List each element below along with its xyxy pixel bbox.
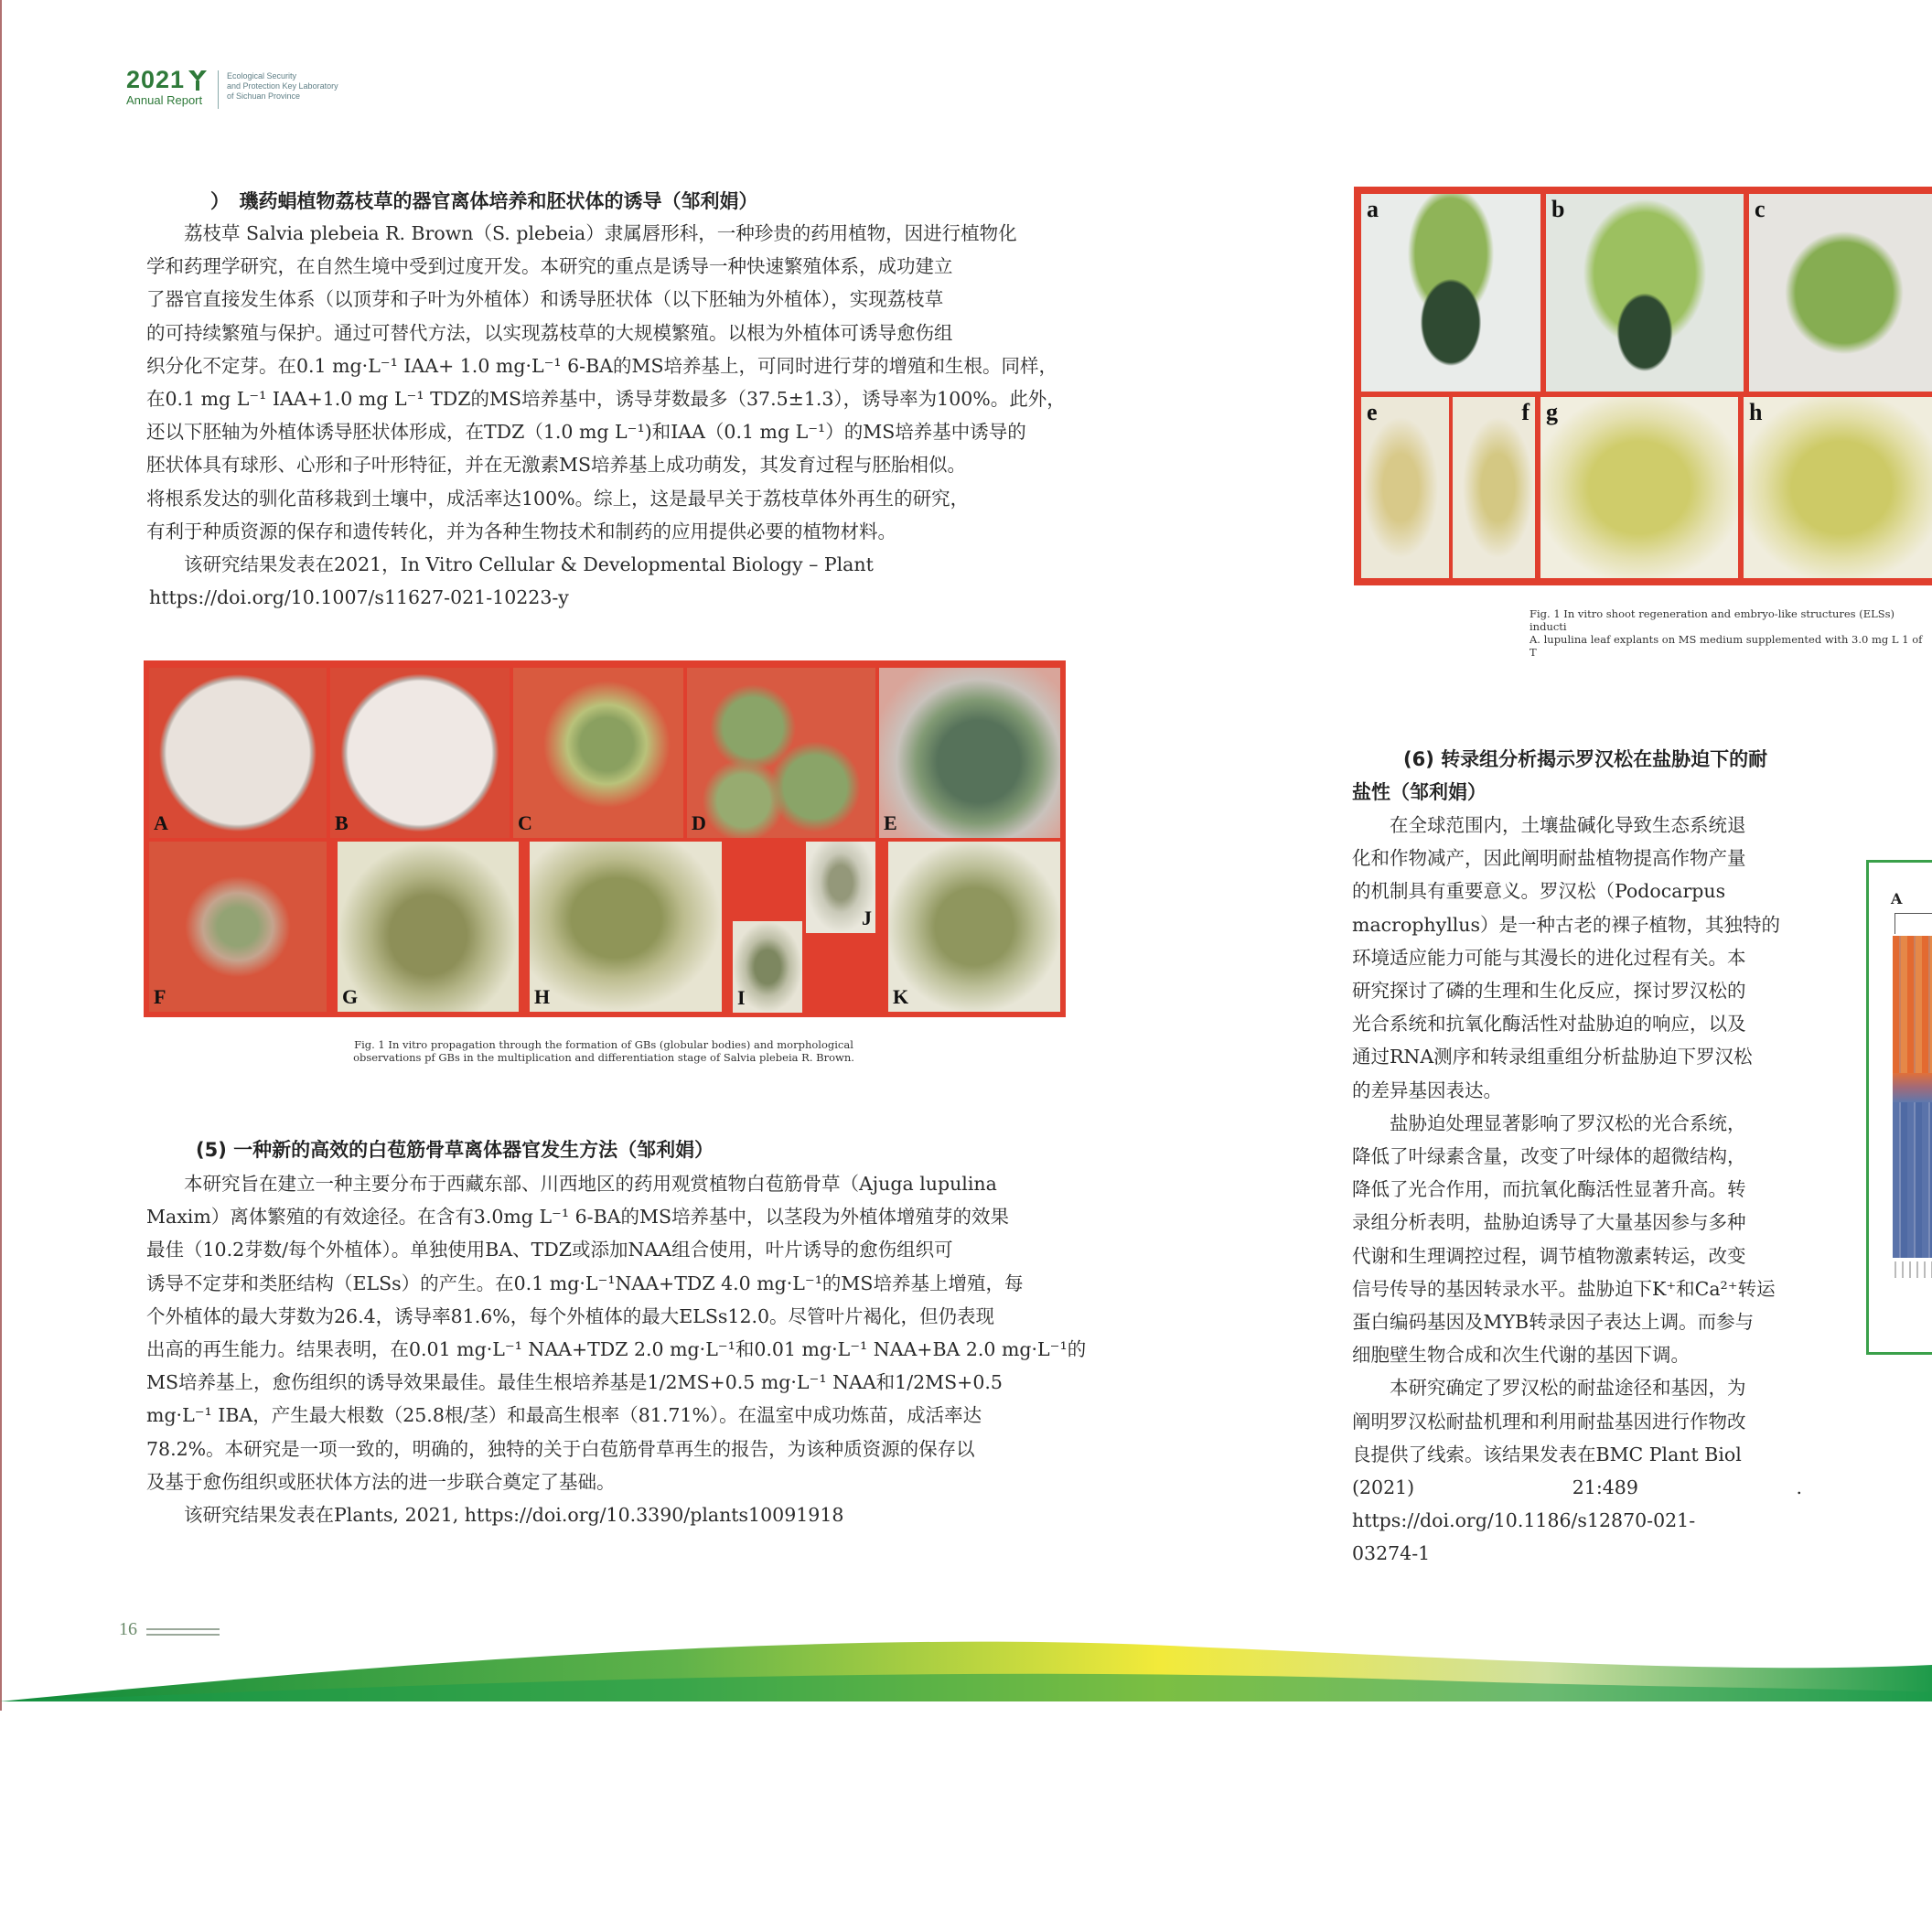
section6-line: 环境适应能力可能与其漫长的进化过程有关。本: [1352, 946, 1746, 969]
ajuga-figure-caption: Fig. 1 In vitro shoot regeneration and embryo-like structures (ELSs) inducti A. lupulina leaf explants on MS medium supplemented with 3.0 mg L 1 of T: [1530, 607, 1923, 659]
section6-line: 本研究确定了罗汉松的耐盐途径和基因，为: [1390, 1377, 1746, 1400]
section6-line: 降低了光合作用，而抗氧化酶活性显著升高。转: [1352, 1178, 1746, 1201]
section6-line: 阐明罗汉松耐盐机理和利用耐盐基因进行作物改: [1352, 1410, 1746, 1433]
section4-line: 胚状体具有球形、心形和子叶形特征，并在无激素MS培养基上成功萌发，其发育过程与胚胎相似。: [146, 454, 967, 477]
section6-line: 录组分析表明，盐胁迫诱导了大量基因参与多种: [1352, 1211, 1746, 1234]
panel-G: G: [338, 842, 519, 1012]
section6-line: (2021) 21:489 . https://doi.org/10.1186/s12870-021-: [1352, 1476, 1802, 1532]
section6-line: macrophyllus）是一种古老的裸子植物，其独特的: [1352, 913, 1781, 936]
section4-line: 的可持续繁殖与保护。通过可替代方法，以实现荔枝草的大规模繁殖。以根为外植体可诱导愈伤组: [146, 321, 953, 344]
section6-line: 代谢和生理调控过程，调节植物激素转运，改变: [1352, 1244, 1746, 1267]
section6-line: 降低了叶绿素含量，改变了叶绿体的超微结构，: [1352, 1145, 1746, 1168]
section6-line: 研究探讨了磷的生理和生化反应，探讨罗汉松的: [1352, 980, 1746, 1003]
page-number-rule: [146, 1634, 220, 1636]
section5-citation: 该研究结果发表在Plants, 2021, https://doi.org/10.3390/plants10091918: [184, 1504, 844, 1527]
panel-f: f: [1453, 397, 1535, 578]
panel-g: g: [1540, 397, 1738, 578]
panel-b: b: [1546, 194, 1744, 392]
section4-line: 将根系发达的驯化苗移栽到土壤中，成活率达100%。综上，这是最早关于荔枝草体外再生的研究，: [146, 487, 970, 510]
panel-c: c: [1749, 194, 1932, 392]
panel-B: B: [330, 668, 510, 838]
y-leaf-icon: [187, 69, 209, 91]
section5-line: 诱导不定芽和类胚结构（ELSs）的产生。在0.1 mg·L⁻¹NAA+TDZ 4.0 mg·L⁻¹的MS培养基上增殖，每: [146, 1272, 1024, 1294]
section5-line: 本研究旨在建立一种主要分布于西藏东部、川西地区的药用观赏植物白苞筋骨草（Ajuga lupulina: [184, 1173, 997, 1195]
section6-line: 光合系统和抗氧化酶活性对盐胁迫的响应，以及: [1352, 1013, 1746, 1036]
section6-body: [1352, 809, 1802, 1571]
section6-line: 良提供了线索。该结果发表在BMC Plant Biol: [1352, 1443, 1742, 1465]
section5-line: 个外植体的最大芽数为26.4，诱导率81.6%，每个外植体的最大ELSs12.0。尽管叶片褐化，但仍表现: [146, 1304, 995, 1327]
page-number-rule: [146, 1628, 220, 1630]
salvia-figure: [144, 660, 1066, 1017]
section6-line: 盐胁迫处理显著影响了罗汉松的光合系统，: [1390, 1111, 1746, 1134]
section5-line: 出高的再生能力。结果表明，在0.01 mg·L⁻¹ NAA+TDZ 2.0 mg·L⁻¹和0.01 mg·L⁻¹ NAA+BA 2.0 mg·L⁻¹的: [146, 1338, 1087, 1361]
section6-line: 03274-1: [1352, 1542, 1431, 1565]
section5-body: [146, 1167, 1089, 1531]
section6-line: 的机制具有重要意义。罗汉松（Podocarpus: [1352, 880, 1726, 903]
section4-body: [146, 217, 1089, 614]
panel-D: D: [687, 668, 875, 838]
panel-J: J: [806, 842, 875, 933]
panel-h: h: [1744, 397, 1932, 578]
section6-line: 在全球范围内，土壤盐碱化导致生态系统退: [1390, 814, 1746, 836]
panel-C: C: [513, 668, 683, 838]
logo-year: 2021: [126, 66, 186, 93]
heatmap-label: A: [1891, 890, 1903, 907]
section6-line: 蛋白编码基因及MYB转录因子表达上调。而参与: [1352, 1311, 1755, 1334]
section5-line: 及基于愈伤组织或胚状体方法的进一步联合奠定了基础。: [146, 1470, 616, 1493]
section4-line: 有利于种质资源的保存和遗传转化，并为各种生物技术和制药的应用提供必要的植物材料。: [146, 520, 896, 542]
section6-line: 通过RNA测序和转录组重组分析盐胁迫下罗汉松: [1352, 1046, 1753, 1068]
page-border: [0, 0, 2, 1711]
panel-I: I: [733, 921, 802, 1013]
panel-E: E: [879, 668, 1060, 838]
heatmap-upregulated: [1893, 936, 1932, 1073]
section4-line: 在0.1 mg L⁻¹ IAA+1.0 mg L⁻¹ TDZ的MS培养基中，诱导芽数最多（37.5±1.3），诱导率为100%。此外，: [146, 388, 1066, 411]
section6-title: (6) 转录组分析揭示罗汉松在盐胁迫下的耐 盐性（邹利娟）: [1352, 748, 1768, 803]
panel-A: A: [149, 668, 327, 838]
panel-H: H: [530, 842, 722, 1012]
logo-divider: [218, 70, 219, 109]
section6-line: 信号传导的基因转录水平。盐胁迫下K⁺和Ca²⁺转运: [1352, 1277, 1776, 1300]
panel-a: a: [1361, 194, 1540, 392]
heatmap-dendrogram: [1894, 913, 1932, 934]
section4-line: 荔枝草 Salvia plebeia R. Brown（S. plebeia）隶属唇形科，一种珍贵的药用植物，因进行植物化: [184, 222, 1017, 244]
section5-title: (5) 一种新的高效的白苞筋骨草离体器官发生方法（邹利娟）: [196, 1139, 714, 1161]
section6-line: 细胞壁生物合成和次生代谢的基因下调。: [1352, 1344, 1690, 1367]
heatmap-figure: [1866, 860, 1932, 1355]
panel-K: K: [888, 842, 1060, 1012]
section6-line: 的差异基因表达。: [1352, 1079, 1502, 1101]
section4-doi: https://doi.org/10.1007/s11627-021-10223-y: [149, 586, 569, 609]
section5-line: mg·L⁻¹ IBA，产生最大根数（25.8根/茎）和最高生根率（81.71%）。在温室中成功炼苗，成活率达: [146, 1404, 982, 1427]
section5-line: MS培养基上，愈伤组织的诱导效果最佳。最佳生根培养基是1/2MS+0.5 mg·L⁻¹ NAA和1/2MS+0.5: [146, 1371, 1003, 1394]
lab-name: Ecological Security and Protection Key Laboratory of Sichuan Province: [227, 71, 338, 101]
section4-citation: 该研究结果发表在2021，In Vitro Cellular & Developmental Biology – Plant: [184, 553, 874, 576]
section4-line: 了器官直接发生体系（以顶芽和子叶为外植体）和诱导胚状体（以下胚轴为外植体），实现荔枝草: [146, 288, 944, 311]
section6-line: 化和作物减产，因此阐明耐盐植物提高作物产量: [1352, 847, 1746, 870]
report-logo: [126, 66, 373, 113]
ajuga-figure: [1354, 187, 1932, 585]
section4-line: 织分化不定芽。在0.1 mg·L⁻¹ IAA+ 1.0 mg·L⁻¹ 6-BA的MS培养基上，可同时进行芽的增殖和生根。同样，: [146, 354, 1057, 377]
salvia-figure-caption: Fig. 1 In vitro propagation through the formation of GBs (globular bodies) and morphological observations pf GBs in the multiplication and differentiation stage of Salvia plebeia R. Brown.: [353, 1038, 854, 1064]
footer-wave: [0, 1637, 1932, 1701]
section5-line: 78.2%。本研究是一项一致的，明确的，独特的关于白苞筋骨草再生的报告，为该种质资源的保存以: [146, 1437, 975, 1460]
heatmap-downregulated: [1893, 1102, 1932, 1258]
logo-subtitle: Annual Report: [126, 93, 203, 107]
section4-line: 还以下胚轴为外植体诱导胚状体形成，在TDZ（1.0 mg L⁻¹)和IAA（0.1 mg L⁻¹）的MS培养基中诱导的: [146, 421, 1026, 444]
section4-line: 学和药理学研究，在自然生境中受到过度开发。本研究的重点是诱导一种快速繁殖体系，成功建立: [146, 255, 953, 278]
heatmap-mid: [1893, 1073, 1932, 1102]
section4-title: ） 璣药蜎植物荔枝草的器官离体培养和胚状体的诱导（邹利娟）: [210, 190, 758, 212]
section5-line: 最佳（10.2芽数/每个外植体）。单独使用BA、TDZ或添加NAA组合使用，叶片诱导的愈伤组织可: [146, 1239, 953, 1261]
panel-e: e: [1361, 397, 1449, 578]
heatmap-axis-ticks: [1894, 1261, 1932, 1278]
panel-F: F: [149, 842, 327, 1012]
page-number: 16: [119, 1619, 137, 1639]
section5-line: Maxim）离体繁殖的有效途径。在含有3.0mg L⁻¹ 6-BA的MS培养基中，以茎段为外植体增殖芽的效果: [146, 1206, 1009, 1229]
